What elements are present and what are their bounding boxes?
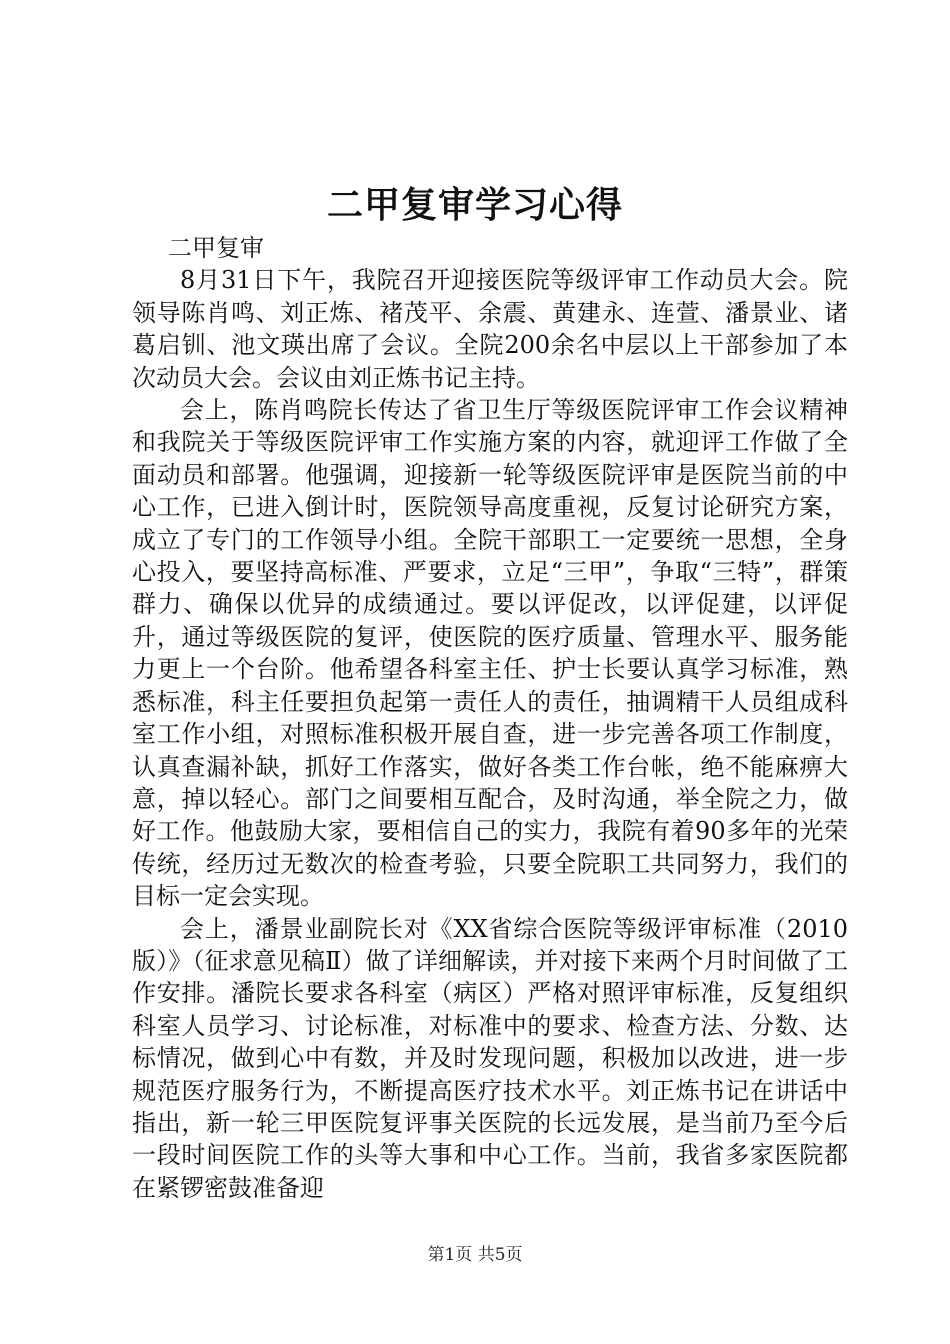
paragraph: 8月31日下午，我院召开迎接医院等级评审工作动员大会。院领导陈肖鸣、刘正炼、褚茂平、余震、黄建永、连萱、潘景业、诸葛启钏、池文瑛出席了会议。全院200余名中层以上干部参加了本次动员大会。会议由刘正炼书记主持。 [132, 266, 848, 392]
paragraph: 会上，潘景业副院长对《XX省综合医院等级评审标准（2010版）》（征求意见稿Ⅱ）做了详细解读，并对接下来两个月时间做了工作安排。潘院长要求各科室（病区）严格对照评审标准，反复组织科室人员学习、讨论标准，对标准中的要求、检查方法、分数、达标情况，做到心中有数，并及时发现问题，积极加以改进，进一步规范医疗服务行为，不断提高医疗技术水平。刘正炼书记在讲话中指出，新一轮三甲医院复评事关医院的长远发展，是当前乃至今后一段时间医院工作的头等大事和中心工作。当前，我省多家医院都在紧锣密鼓准备迎 [132, 914, 848, 1202]
document-body [132, 232, 848, 1204]
subheading: 二甲复审 [168, 234, 264, 262]
page-number: 第1页 共5页 [427, 1245, 523, 1265]
paragraph: 会上，陈肖鸣院长传达了省卫生厅等级医院评审工作会议精神和我院关于等级医院评审工作实施方案的内容，就迎评工作做了全面动员和部署。他强调，迎接新一轮等级医院评审是医院当前的中心工作，已进入倒计时，医院领导高度重视，反复讨论研究方案，成立了专门的工作领导小组。全院干部职工一定要统一思想，全身心投入，要坚持高标准、严要求，立足“三甲”，争取“三特”，群策群力、确保以优异的成绩通过。要以评促改，以评促建，以评促升，通过等级医院的复评，使医院的医疗质量、管理水平、服务能力更上一个台阶。他希望各科室主任、护士长要认真学习标准，熟悉标准，科主任要担负起第一责任人的责任，抽调精干人员组成科室工作小组，对照标准积极开展自查，进一步完善各项工作制度，认真查漏补缺，抓好工作落实，做好各类工作台帐，绝不能麻痹大意，掉以轻心。部门之间要相互配合，及时沟通，举全院之力，做好工作。他鼓励大家，要相信自己的实力，我院有着90多年的光荣传统，经历过无数次的检查考验，只要全院职工共同努力，我们的目标一定会实现。 [132, 396, 848, 911]
page-title: 二甲复审学习心得 [326, 185, 623, 226]
